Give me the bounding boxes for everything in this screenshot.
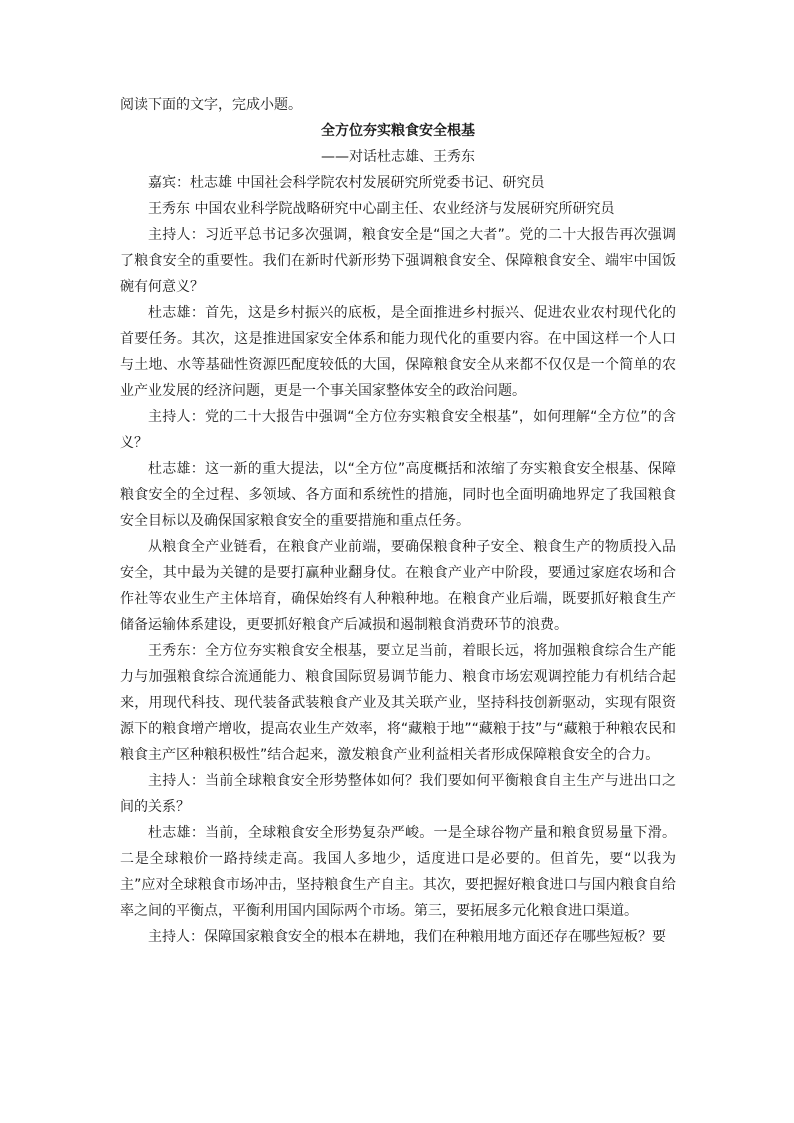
guest-line-2: 王秀东 中国农业科学院战略研究中心副主任、农业经济与发展研究所研究员 — [148, 201, 615, 217]
answer-wang-1: 王秀东：全方位夯实粮食安全根基，要立足当前，着眼长远，将加强粮食综合生产能力与加强粮食综合流通能力、粮食国际贸易调节能力、粮食市场宏观调控能力有机结合起来，用现代科技、现代装备武装粮食产业及其关联产业，坚持科技创新驱动，实现有限资源下的粮食增产增收，提高农业生产效率，将“藏粮于地”“藏粮于技”与“藏粮于种粮农民和粮食主产区种粮积极性”结合起来，激发粮食产业利益相关者形成保障粮食安全的合力。 — [120, 643, 676, 763]
host-question-4: 主持人：保障国家粮食安全的根本在耕地，我们在种粮用地方面还存在哪些短板？要 — [148, 929, 666, 945]
instruction-text: 阅读下面的文字，完成小题。 — [120, 97, 302, 113]
article-subtitle: ——对话杜志雄、王秀东 — [321, 149, 475, 165]
article-title: 全方位夯实粮食安全根基 — [321, 123, 475, 139]
host-question-3: 主持人：当前全球粮食安全形势整体如何？我们要如何平衡粮食自主生产与进出口之间的关系？ — [120, 773, 676, 815]
host-question-2: 主持人：党的二十大报告中强调“全方位夯实粮食安全根基”，如何理解“全方位”的含义？ — [120, 409, 676, 451]
host-question-1: 主持人：习近平总书记多次强调，粮食安全是“国之大者”。党的二十大报告再次强调了粮食安全的重要性。我们在新时代新形势下强调粮食安全、保障粮食安全、端牢中国饭碗有何意义？ — [120, 227, 676, 295]
guest-line-1: 嘉宾：杜志雄 中国社会科学院农村发展研究所党委书记、研究员 — [148, 175, 545, 191]
answer-du-1: 杜志雄：首先，这是乡村振兴的底板，是全面推进乡村振兴、促进农业农村现代化的首要任务。其次，这是推进国家安全体系和能力现代化的重要内容。在中国这样一个人口与土地、水等基础性资源匹配度较低的大国，保障粮食安全从来都不仅仅是一个简单的农业产业发展的经济问题，更是一个事关国家整体安全的政治问题。 — [120, 305, 676, 399]
answer-du-3: 杜志雄：当前，全球粮食安全形势复杂严峻。一是全球谷物产量和粮食贸易量下滑。二是全球粮价一路持续走高。我国人多地少，适度进口是必要的。但首先，要“以我为主”应对全球粮食市场冲击，坚持粮食生产自主。其次，要把握好粮食进口与国内粮食自给率之间的平衡点，平衡利用国内国际两个市场。第三，要拓展多元化粮食进口渠道。 — [120, 825, 676, 919]
answer-du-2: 杜志雄：这一新的重大提法，以“全方位”高度概括和浓缩了夯实粮食安全根基、保障粮食安全的全过程、多领域、各方面和系统性的措施，同时也全面明确地界定了我国粮食安全目标以及确保国家粮食安全的重要措施和重点任务。 — [120, 461, 676, 529]
answer-du-2-continued: 从粮食全产业链看，在粮食产业前端，要确保粮食种子安全、粮食生产的物质投入品安全，其中最为关键的是要打赢种业翻身仗。在粮食产业产中阶段，要通过家庭农场和合作社等农业生产主体培育，确保始终有人种粮种地。在粮食产业后端，既要抓好粮食生产储备运输体系建设，更要抓好粮食产后减损和遏制粮食消费环节的浪费。 — [120, 539, 676, 633]
document-page — [120, 92, 676, 950]
